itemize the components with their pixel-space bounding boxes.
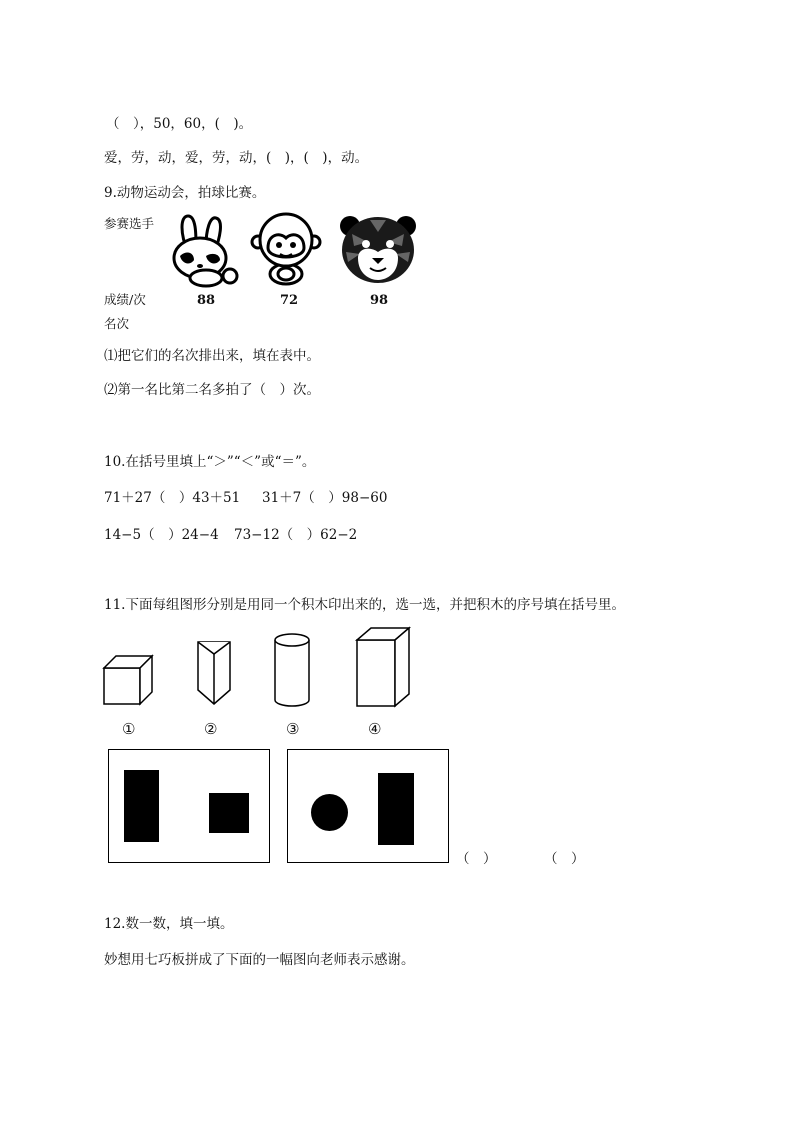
cylinder-block-icon — [270, 630, 314, 710]
monkey-score: 72 — [280, 293, 299, 308]
block-label-3: ③ — [286, 720, 300, 738]
answer-blank-2[interactable]: （ ） — [544, 851, 585, 867]
question-10-title: 10.在括号里填上“＞”“＜”或“＝”。 — [104, 454, 316, 470]
cube-block-icon — [100, 652, 158, 708]
block-label-2: ② — [204, 720, 218, 738]
print-group-2 — [287, 749, 449, 863]
question-12-description: 妙想用七巧板拼成了下面的一幅图向老师表示感谢。 — [104, 952, 415, 968]
tall-rectangle-shape — [124, 770, 159, 842]
comparison-3: 14−5（ ）24−4 — [104, 527, 219, 543]
participants-label: 参赛选手 — [104, 216, 155, 231]
square-shape — [209, 793, 249, 833]
comparison-2: 31＋7（ ）98−60 — [262, 490, 388, 506]
monkey-icon — [250, 212, 322, 286]
answer-blank-1[interactable]: （ ） — [456, 851, 497, 867]
rabbit-score: 88 — [197, 293, 216, 308]
circle-shape — [311, 794, 348, 831]
tall-rectangle-shape — [378, 773, 414, 845]
score-label: 成绩/次 — [104, 292, 146, 307]
question-9-part-1: ⑴把它们的名次排出来，填在表中。 — [104, 348, 320, 364]
sequence-pattern: 爱，劳，动，爱，劳，动，( )，( )，动。 — [104, 150, 369, 166]
sequence-number: （ ），50，60，( )。 — [106, 116, 253, 132]
question-12-title: 12.数一数，填一填。 — [104, 916, 234, 932]
tiger-score: 98 — [370, 293, 389, 308]
rabbit-icon — [166, 212, 242, 288]
block-label-4: ④ — [368, 720, 382, 738]
question-9-title: 9.动物运动会，拍球比赛。 — [104, 185, 266, 201]
comparison-1: 71＋27（ ）43＋51 — [104, 490, 241, 506]
rank-label: 名次 — [104, 316, 130, 331]
cuboid-block-icon — [353, 624, 415, 710]
tiger-icon — [338, 212, 418, 286]
comparison-4: 73−12（ ）62−2 — [234, 527, 358, 543]
triangular-prism-block-icon — [194, 640, 234, 708]
block-label-1: ① — [122, 720, 136, 738]
print-group-1 — [108, 749, 270, 863]
question-9-part-2: ⑵第一名比第二名多拍了（ ）次。 — [104, 382, 320, 398]
question-11-title: 11.下面每组图形分别是用同一个积木印出来的，选一选，并把积木的序号填在括号里。 — [104, 597, 625, 613]
